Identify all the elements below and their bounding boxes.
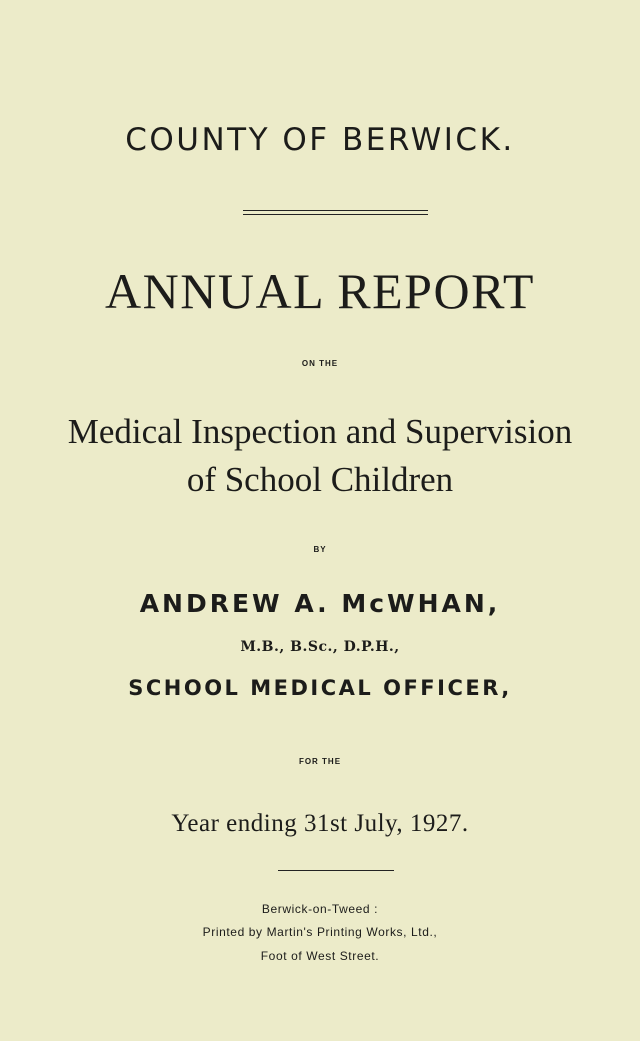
county-heading: COUNTY OF BERWICK. xyxy=(125,122,515,158)
on-the-label: ON THE xyxy=(301,359,339,368)
double-rule-bottom xyxy=(243,214,428,215)
author-position: SCHOOL MEDICAL OFFICER, xyxy=(128,676,512,700)
report-title: ANNUAL REPORT xyxy=(105,263,535,319)
imprint-place: Berwick-on-Tweed : xyxy=(261,902,379,916)
imprint-printer: Printed by Martin's Printing Works, Ltd., xyxy=(202,925,438,939)
subject-line-2: of School Children xyxy=(186,460,454,499)
author-name: ANDREW A. McWHAN, xyxy=(139,589,501,618)
subject-line-1: Medical Inspection and Supervision xyxy=(67,412,573,451)
report-year: Year ending 31st July, 1927. xyxy=(171,810,469,837)
double-rule-top xyxy=(243,210,428,211)
by-label: BY xyxy=(313,545,327,554)
for-the-label: FOR THE xyxy=(298,757,342,766)
author-degrees: M.B., B.Sc., D.P.H., xyxy=(240,639,400,655)
single-rule xyxy=(278,870,394,871)
imprint-address: Foot of West Street. xyxy=(260,949,380,963)
